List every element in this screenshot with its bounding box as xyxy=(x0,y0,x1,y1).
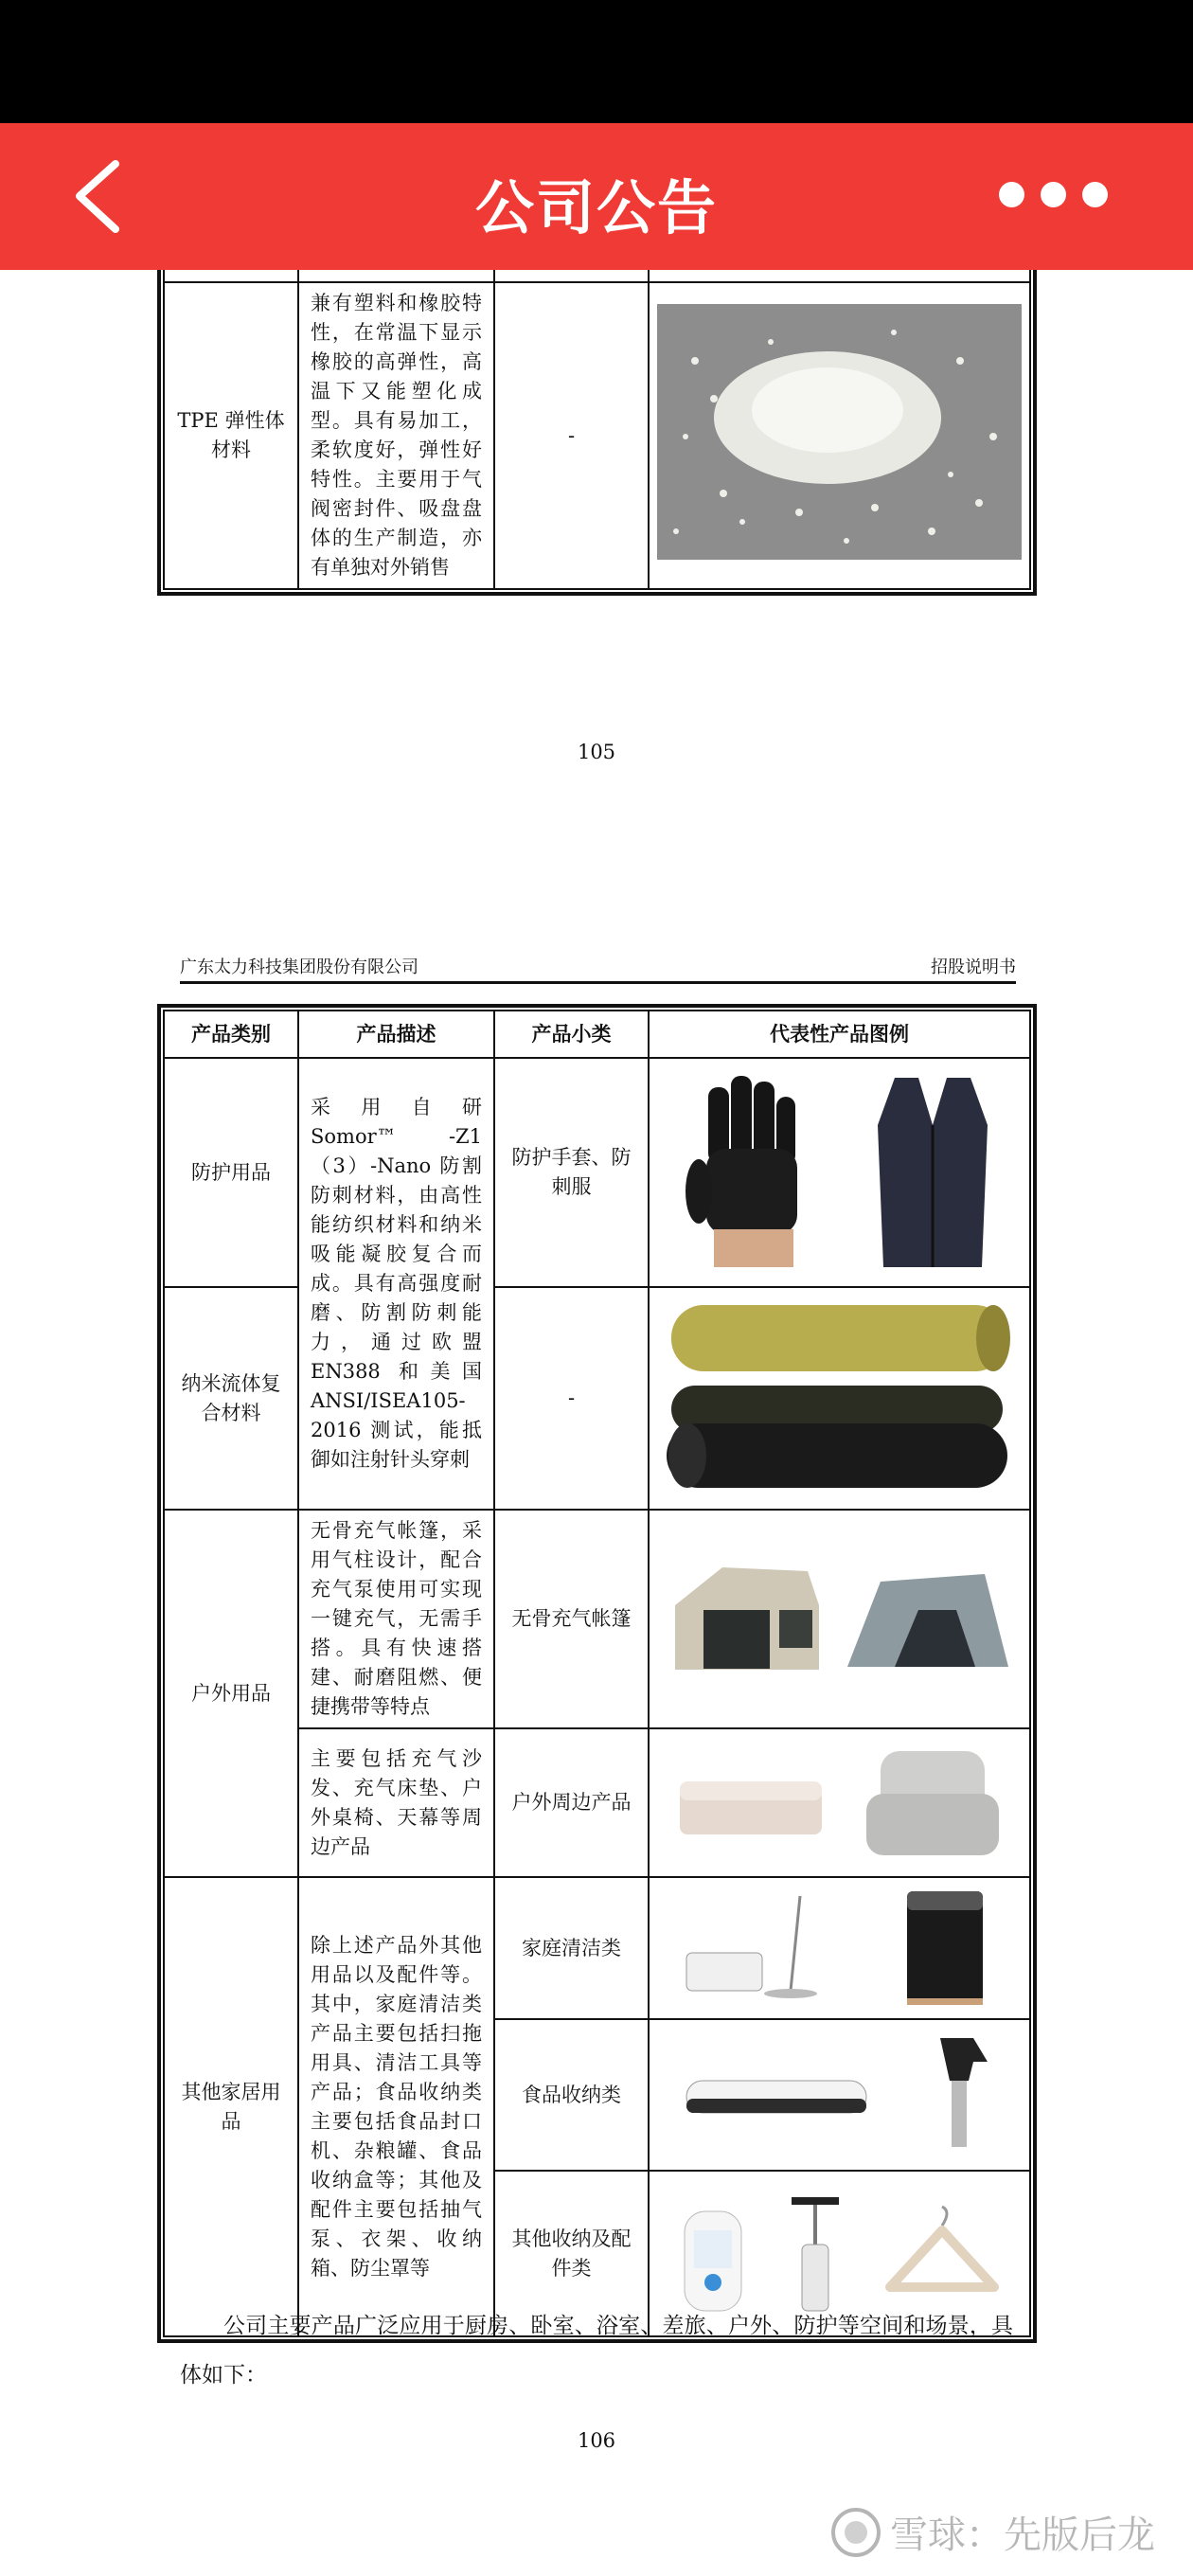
product-table-top xyxy=(163,270,1031,590)
description-cell: 采用自研 Somor™ -Z1（3）-Nano 防割防刺材料，由高性能纺织材料和纳米吸能凝胶复合而成。具有高强度耐磨、防割防刺能力，通过欧盟 EN388 和美国 ANSI/ISEA105-2016 测试，能抵御如注射针头穿刺 xyxy=(298,1058,494,1510)
document-type: 招股说明书 xyxy=(931,957,1016,977)
tpe-pellets-image xyxy=(649,282,1030,589)
tent-image xyxy=(649,1510,1030,1728)
header-image: 代表性产品图例 xyxy=(649,1011,1030,1058)
nano-material-image xyxy=(649,1287,1030,1510)
subcategory-cell: 食品收纳类 xyxy=(494,2019,649,2171)
table-row xyxy=(164,1058,1030,1287)
description-cell: 无骨充气帐篷，采用气柱设计，配合充气泵使用可实现一键充气，无需手搭。具有快速搭建、耐磨阻燃、便捷携带等特点 xyxy=(298,1510,494,1728)
subcategory-cell: 防护手套、防刺服 xyxy=(494,1058,649,1287)
header-category: 产品类别 xyxy=(164,1011,298,1058)
subcategory-cell: 其他收纳及配件类 xyxy=(494,2171,649,2336)
watermark xyxy=(831,2505,1155,2559)
table-row xyxy=(164,282,1030,589)
table-row xyxy=(164,1510,1030,1728)
nav-bar xyxy=(0,123,1193,270)
subcategory-cell: 无骨充气帐篷 xyxy=(494,1510,649,1728)
subcategory-cell: 户外周边产品 xyxy=(494,1728,649,1877)
more-icon[interactable] xyxy=(999,182,1141,212)
table-row xyxy=(164,1877,1030,2019)
table-row xyxy=(164,1287,1030,1510)
protective-gear-image xyxy=(649,1058,1030,1287)
category-cell: TPE 弹性体材料 xyxy=(164,282,298,589)
description-cell: 兼有塑料和橡胶特性，在常温下显示橡胶的高弹性，高温下又能塑化成型。具有易加工，柔软度好，弹性好特性。主要用于气阀密封件、吸盘盘体的生产制造，亦有单独对外销售 xyxy=(298,282,494,589)
cleaning-products-image xyxy=(649,1877,1030,2019)
page-title: 公司公告 xyxy=(474,173,718,242)
outdoor-accessories-image xyxy=(649,1728,1030,1877)
description-cell: 主要包括充气沙发、充气床垫、户外桌椅、天幕等周边产品 xyxy=(298,1728,494,1877)
header-description: 产品描述 xyxy=(298,1011,494,1058)
glove-image xyxy=(680,1068,822,1277)
subcategory-cell: 家庭清洁类 xyxy=(494,1877,649,2019)
food-storage-image xyxy=(649,2019,1030,2171)
body-paragraph: 公司主要产品广泛应用于厨房、卧室、浴室、差旅、户外、防护等空间和场景，具体如下： xyxy=(180,2314,1013,2388)
category-cell: 户外用品 xyxy=(164,1510,298,1877)
document-header xyxy=(180,950,1016,984)
page-number: 106 xyxy=(577,2429,616,2452)
product-table xyxy=(163,1010,1031,2337)
document-view[interactable] xyxy=(0,270,1193,2576)
subcategory-cell: - xyxy=(494,1287,649,1510)
vest-image xyxy=(866,1068,999,1277)
subcategory-cell: - xyxy=(494,282,649,589)
description-cell: 除上述产品外其他用品以及配件等。其中，家庭清洁类产品主要包括扫拖用具、清洁工具等产品；食品收纳类主要包括食品封口机、杂粮罐、食品收纳盒等；其他及配件主要包括抽气泵、衣架、收纳箱、防尘罩等 xyxy=(298,1877,494,2336)
company-name: 广东太力科技集团股份有限公司 xyxy=(180,957,418,977)
status-bar xyxy=(0,0,1193,123)
category-cell: 纳米流体复合材料 xyxy=(164,1287,298,1510)
snowball-logo-icon xyxy=(831,2508,881,2557)
watermark-text: 雪球：先版后龙 xyxy=(890,2513,1155,2557)
page-number: 105 xyxy=(577,741,616,763)
table-header-row xyxy=(164,1011,1030,1058)
category-cell: 防护用品 xyxy=(164,1058,298,1287)
category-cell: 其他家居用品 xyxy=(164,1877,298,2336)
header-subcategory: 产品小类 xyxy=(494,1011,649,1058)
